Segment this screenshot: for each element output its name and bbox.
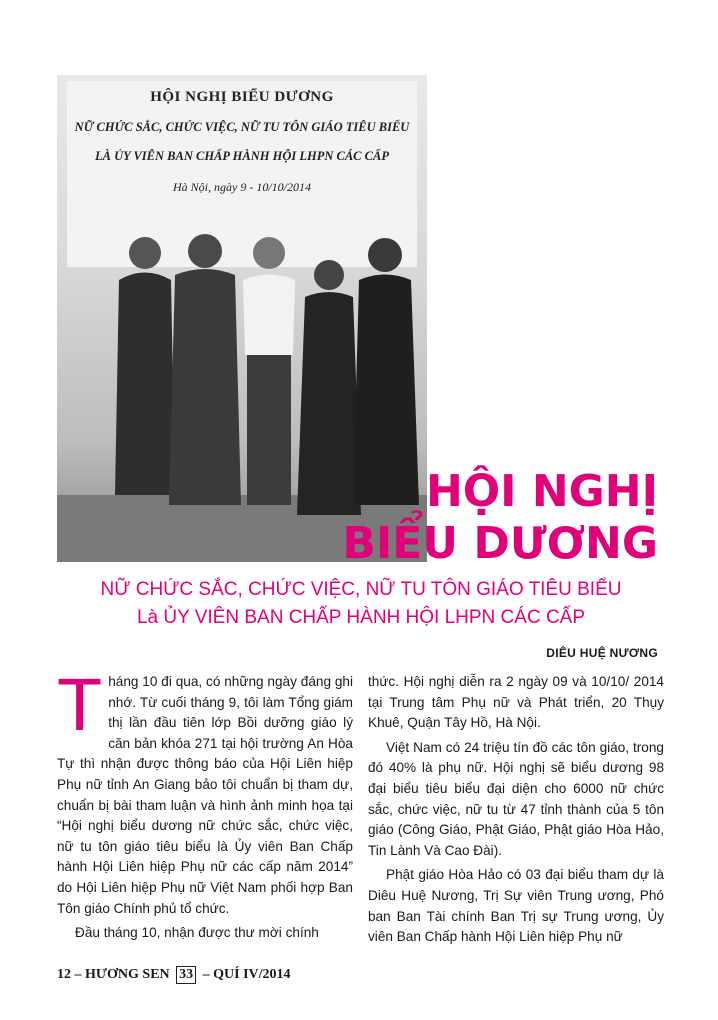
author-byline: DIÊU HUỆ NƯƠNG (546, 646, 658, 660)
subtitle-line-2: Là ỦY VIÊN BAN CHẤP HÀNH HỘI LHPN CÁC CẤP (136, 607, 586, 628)
banner-line-2: NỮ CHỨC SẮC, CHỨC VIỆC, NỮ TU TÔN GIÁO TIÊU BIỂU (74, 120, 410, 134)
article-column-left (57, 663, 353, 948)
paragraph-4: Việt Nam có 24 triệu tín đồ các tôn giáo, trong đó 40% là phụ nữ. Hội nghị sẽ biểu dương 98 đại biểu tiêu biểu đại diện cho 6000 nữ chức sắc, chức việc, nữ tu từ 47 tỉnh thành của 5 tôn giáo (Công Giáo, Phật Giáo, Phật giáo Hòa Hảo, Tin Lành Và Cao Đài). (368, 739, 664, 858)
article-column-right (368, 672, 664, 952)
event-photo (57, 75, 427, 562)
paragraph-3: thức. Hội nghị diễn ra 2 ngày 09 và 10/10/ 2014 tại Trung tâm Phụ nữ và Phát triển, 20 Thụy Khuê, Quận Tây Hồ, Hà Nội. (368, 674, 664, 731)
issue-number: 33 (176, 966, 196, 984)
footer-separator-2: – (202, 967, 210, 982)
headline-line-2: BIỂU DƯƠNG (342, 518, 658, 569)
paragraph-5: Phật giáo Hòa Hảo có 03 đại biểu tham dự là Diêu Huệ Nương, Trị Sự viên Trung ương, Phó ban Ban Tài chính Ban Trị sự Trung ương, Ủy viên Ban Chấp hành Hội Liên hiệp Phụ nữ (368, 867, 664, 945)
banner-line-3: LÀ ỦY VIÊN BAN CHẤP HÀNH HỘI LHPN CÁC CẤP (95, 149, 389, 163)
paragraph-1 (57, 663, 353, 919)
issue-quarter: QUÍ IV/2014 (213, 967, 291, 982)
drop-cap: T (57, 663, 103, 746)
banner-line-4: Hà Nội, ngày 9 - 10/10/2014 (173, 180, 311, 194)
magazine-name: HƯƠNG SEN (85, 967, 170, 982)
paragraph-2: Đầu tháng 10, nhận được thư mời chính (75, 925, 319, 941)
paragraph-1-text: háng 10 đi qua, có những ngày đáng ghi nhớ. Từ cuối tháng 9, tôi làm Tổng giám thị lần đầu tiên lớp Bồi dưỡng giáo lý căn bản khóa 271 tại hội trường An Hòa Tự thì nhận được thông báo của Hội Liên hiệp Phụ nữ tỉnh An Giang bảo tôi chuẩn bị tham dự, chuẩn bị bài tham luận và hình ảnh minh họa tại “Hội nghị biểu dương nữ chức sắc, chức việc, nữ tu tôn giáo tiêu biểu là Ủy viên Ban Chấp hành Hội Liên hiệp Phụ nữ các cấp năm 2014” do Hội Liên hiệp Phụ nữ Việt Nam phối hợp Ban Tôn giáo Chính phủ tổ chức. (57, 674, 353, 916)
headline-line-1: HỘI NGHỊ (425, 466, 658, 517)
banner-line-1: HỘI NGHỊ BIỂU DƯƠNG (150, 89, 334, 105)
photo-people-illustration (57, 75, 427, 562)
page-footer (57, 966, 291, 984)
subtitle-line-1: NỮ CHỨC SẮC, CHỨC VIỆC, NỮ TU TÔN GIÁO TIÊU BIỂU (100, 579, 622, 600)
page-number: 12 (57, 967, 71, 982)
footer-separator-1: – (74, 967, 82, 982)
